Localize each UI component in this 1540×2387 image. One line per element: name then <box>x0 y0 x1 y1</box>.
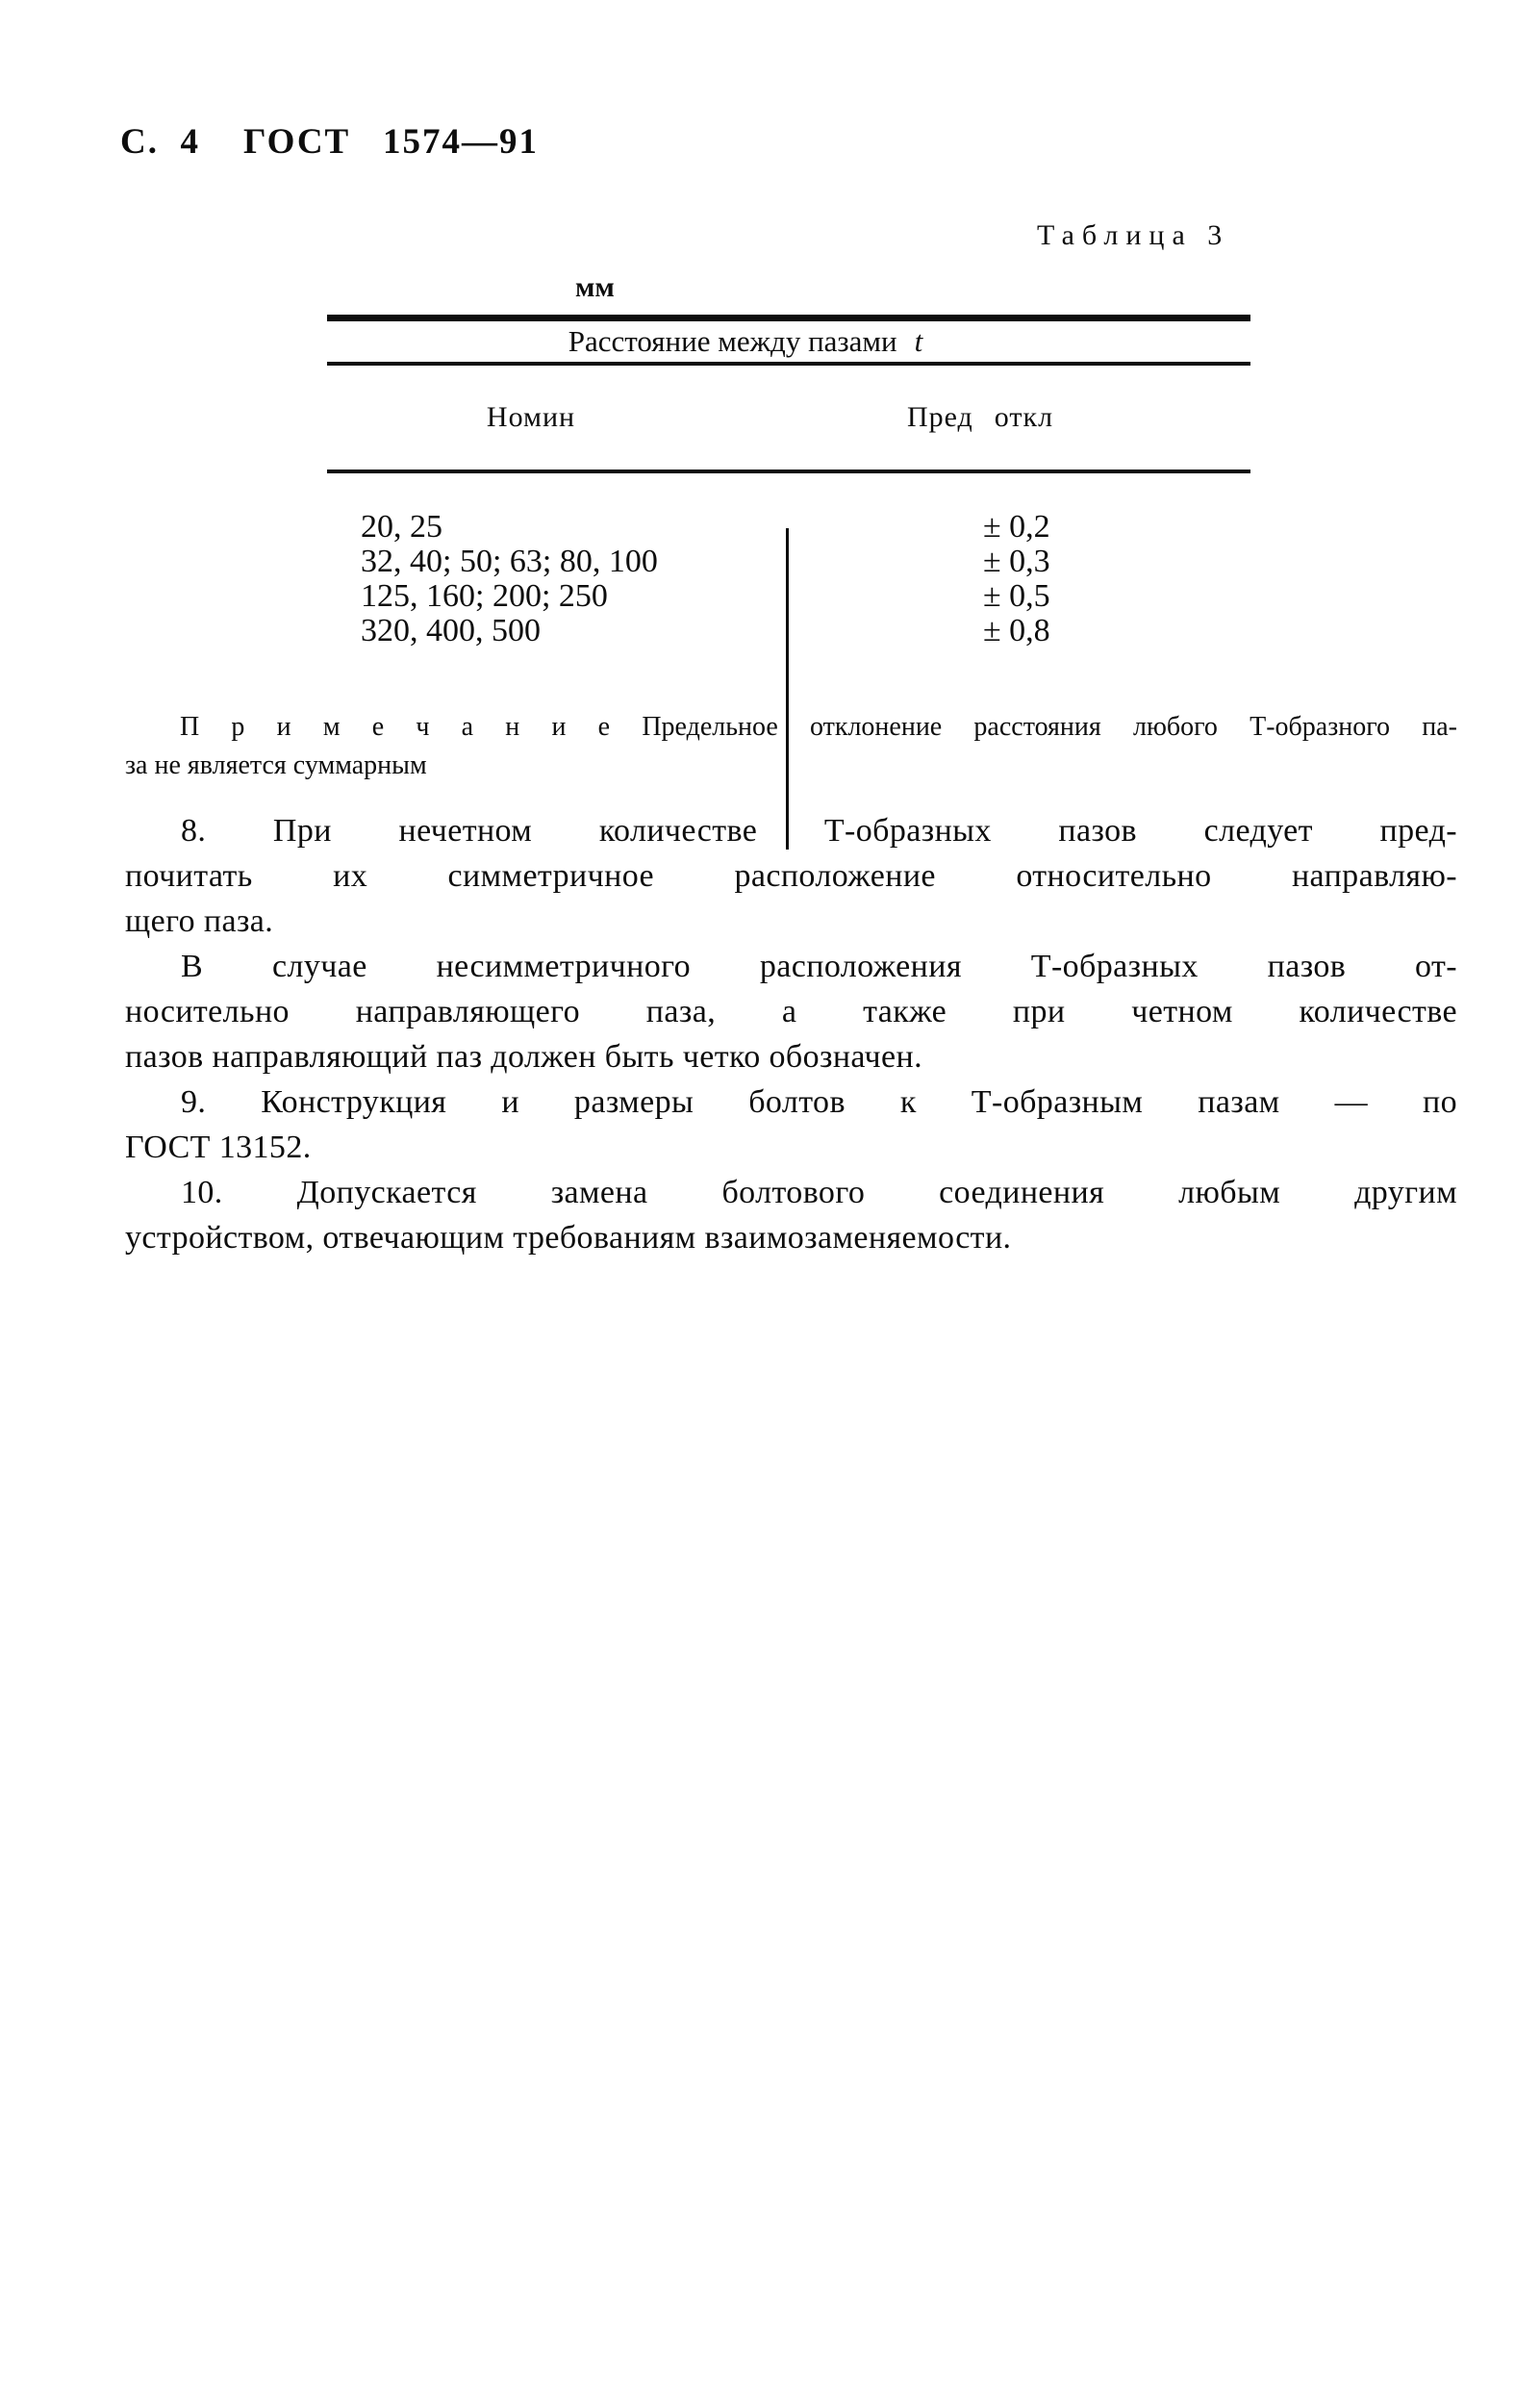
paragraph-8-line: почитать их симметричное расположение относительно направляю- <box>125 858 1457 894</box>
cell-deviation: ± 0,3 <box>983 544 1050 579</box>
table-header-row <box>327 366 1250 473</box>
paragraph-8a-line: пазов направляющий паз должен быть четко обозначен. <box>125 1039 923 1075</box>
column-header-deviation <box>787 366 1250 470</box>
table-caption: Таблица 3 <box>1037 219 1230 251</box>
column-header-deviation-word2: откл <box>994 401 1054 433</box>
table-3 <box>327 315 1250 689</box>
table-row <box>327 545 1250 579</box>
unit-label: мм <box>575 271 615 303</box>
paragraph-8-line: щего паза. <box>125 903 274 939</box>
cell-nominal: 320, 400, 500 <box>361 613 541 648</box>
paragraph-10-line: 10. Допускается замена болтового соединения любым другим <box>181 1175 1457 1210</box>
table-body <box>327 473 1250 689</box>
running-head: С. 4 ГОСТ 1574—91 <box>120 122 539 162</box>
note-line: за не является суммарным <box>125 750 427 780</box>
note-line: П р и м е ч а н и е Предельное отклонение расстояния любого Т-образного па- <box>180 712 1457 742</box>
table-title: Расстояние между пазами <box>568 324 897 358</box>
cell-deviation: ± 0,8 <box>983 613 1050 648</box>
paragraph-8a-line: носительно направляющего паза, а также при четном количестве <box>125 994 1457 1029</box>
table-row <box>327 614 1250 648</box>
cell-deviation: ± 0,2 <box>983 509 1050 545</box>
table-note <box>125 708 1457 785</box>
paragraph-9-line: 9. Конструкция и размеры болтов к Т-образным пазам — по <box>181 1084 1457 1120</box>
cell-nominal: 32, 40; 50; 63; 80, 100 <box>361 544 658 579</box>
cell-deviation: ± 0,5 <box>983 578 1050 614</box>
table-title-row <box>327 321 1250 366</box>
table-row <box>327 510 1250 545</box>
table-row <box>327 579 1250 614</box>
cell-nominal: 20, 25 <box>361 509 442 545</box>
column-header-nominal: Номин <box>486 401 576 433</box>
table-column-divider <box>786 528 789 850</box>
paragraph-8-line: 8. При нечетном количестве Т-образных пазов следует пред- <box>181 813 1457 849</box>
column-header-deviation-word1: Пред <box>906 401 973 433</box>
paragraph-9-line: ГОСТ 13152. <box>125 1130 312 1165</box>
cell-nominal: 125, 160; 200; 250 <box>361 578 608 614</box>
paragraph-10-line: устройством, отвечающим требованиям взаимозаменяемости. <box>125 1220 1012 1256</box>
table-title-variable: t <box>914 324 923 358</box>
body-text <box>125 808 1457 1260</box>
paragraph-8a-line: В случае несимметричного расположения Т-образных пазов от- <box>181 949 1457 984</box>
